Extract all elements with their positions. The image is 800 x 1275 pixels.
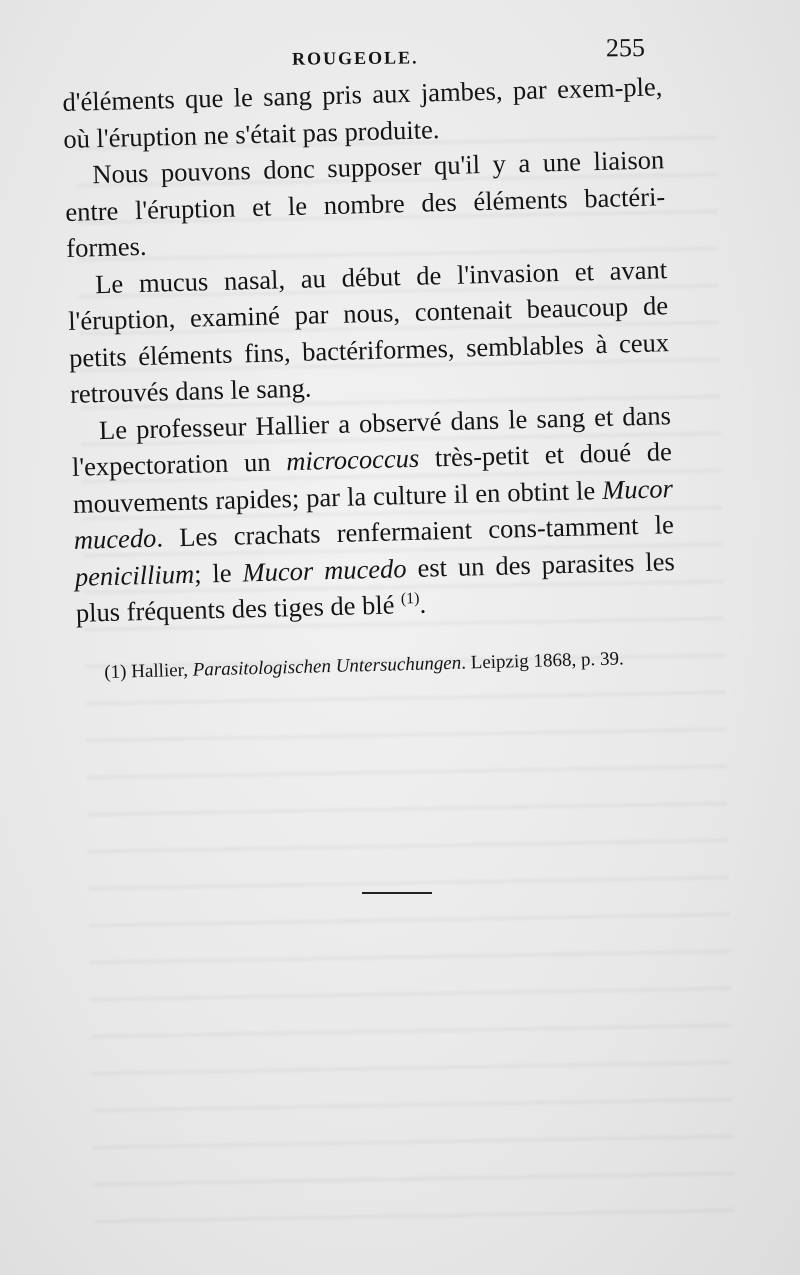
text-segment: Le professeur Hallier a observé dans le sang et dans l'expectoration un <box>71 399 672 482</box>
footnote-marker: (1) <box>104 661 127 683</box>
text-segment: Nous pouvons donc supposer qu'il y a une liaison entre l'éruption et le nombre des éléments bactéri-formes. <box>64 144 666 263</box>
paragraph <box>71 397 677 632</box>
text-segment: Le mucus nasal, au début de l'invasion et avant l'éruption, examiné par nous, contenait beaucoup de petits éléments fins, bactériformes, semblables à ceux retrouvés dans le sang. <box>67 253 670 409</box>
text-segment: très-petit et doué de mouvements rapides; par la culture il en obtint le <box>72 436 673 519</box>
italic-term: Mucor mucedo <box>73 472 674 555</box>
text-segment: . Les crachats renfermaient cons-tamment le <box>155 509 675 553</box>
body-text <box>62 68 676 631</box>
text-segment: est un des parasites les plus fréquents des tiges de blé <box>75 545 676 628</box>
paragraph <box>67 251 671 413</box>
footnote-rest: . Leipzig 1868, p. 39. <box>460 648 624 674</box>
footnote-reference: (1) <box>400 589 420 608</box>
text-segment: ; le <box>193 556 243 589</box>
footnote-title: Parasitologischen Untersuchungen <box>192 652 462 681</box>
end-rule <box>362 892 432 894</box>
italic-term: Mucor mucedo <box>242 552 407 587</box>
italic-term: micrococcus <box>285 442 420 477</box>
italic-term: penicillium <box>74 558 195 592</box>
page-number: 255 <box>605 33 646 63</box>
paragraph <box>64 141 667 266</box>
running-head: ROUGEOLE. <box>291 47 419 69</box>
text-segment: . <box>419 588 427 619</box>
text-segment: d'éléments que le sang pris aux jambes, par exem-ple, où l'éruption ne s'était pas produite. <box>62 71 663 154</box>
footnote-author: Hallier, <box>130 659 193 683</box>
